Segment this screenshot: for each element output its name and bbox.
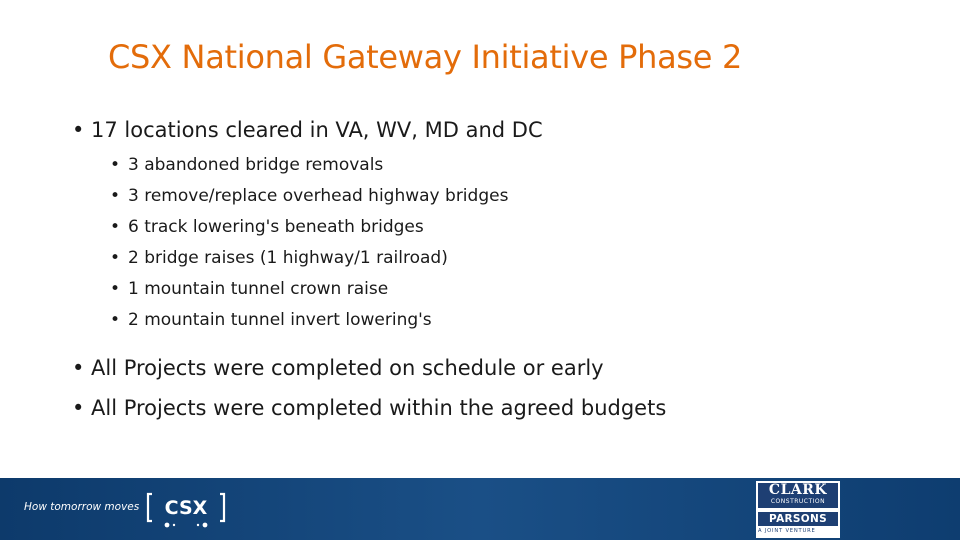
sub-bullet-text: 1 mountain tunnel crown raise xyxy=(128,279,389,299)
joint-venture-text: A JOINT VENTURE xyxy=(758,528,816,534)
sub-bullet xyxy=(110,181,932,212)
csx-logo xyxy=(146,490,226,530)
clark-construction-mark xyxy=(758,483,838,508)
sub-bullet-text: 6 track lowering's beneath bridges xyxy=(128,217,424,237)
clark-text: CLARK xyxy=(768,482,828,498)
sub-bullet-text: 2 bridge raises (1 highway/1 railroad) xyxy=(128,248,448,268)
sub-bullet xyxy=(110,305,932,336)
slide-title: CSX National Gateway Initiative Phase 2 xyxy=(108,38,743,76)
sub-bullet xyxy=(110,212,932,243)
bullet-dot: • xyxy=(72,396,85,420)
main-bullet xyxy=(72,114,932,146)
bullet-dot: • xyxy=(110,279,121,299)
closing-bullet-text: All Projects were completed within the agreed budgets xyxy=(91,396,667,420)
bullet-dot: • xyxy=(72,356,85,380)
bullet-dot: • xyxy=(110,186,121,206)
parsons-text: PARSONS xyxy=(758,512,838,526)
csx-logo-text: CSX xyxy=(164,497,208,519)
sub-bullet xyxy=(110,243,932,274)
closing-bullet-text: All Projects were completed on schedule or early xyxy=(91,356,604,380)
bullet-dot: • xyxy=(110,310,121,330)
sub-bullet-text: 2 mountain tunnel invert lowering's xyxy=(128,310,432,330)
bullet-list xyxy=(72,114,932,428)
bullet-dot: • xyxy=(110,217,121,237)
main-bullet-text: 17 locations cleared in VA, WV, MD and DC xyxy=(91,118,543,142)
sub-bullet-text: 3 abandoned bridge removals xyxy=(128,155,384,175)
construction-text: CONSTRUCTION xyxy=(770,498,826,505)
bullet-dot: • xyxy=(110,155,121,175)
sub-bullet xyxy=(110,274,932,305)
bullet-dot: • xyxy=(110,248,121,268)
csx-tagline: How tomorrow moves xyxy=(24,501,140,513)
closing-bullet xyxy=(72,348,932,388)
sub-bullet xyxy=(110,150,932,181)
bullet-dot: • xyxy=(72,118,85,142)
closing-bullet xyxy=(72,388,932,428)
sub-bullet-list xyxy=(110,150,932,336)
clark-parsons-logo xyxy=(756,481,840,538)
sub-bullet-text: 3 remove/replace overhead highway bridges xyxy=(128,186,509,206)
